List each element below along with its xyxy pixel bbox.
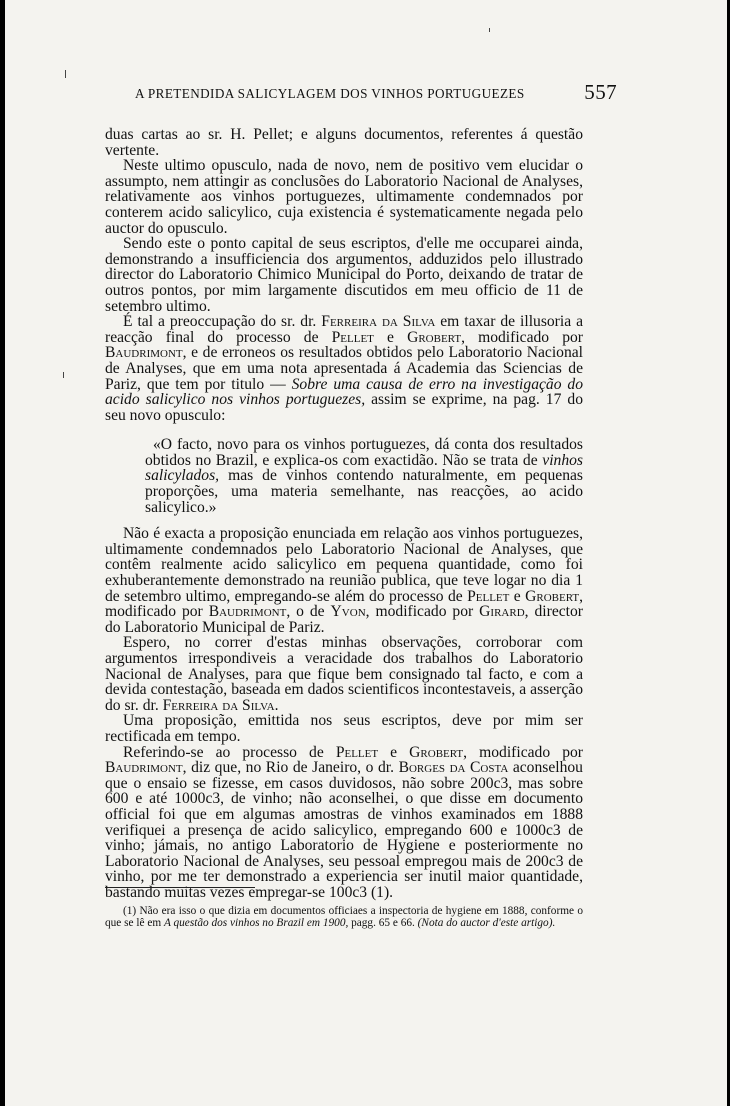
author-name: Baudrimont (208, 603, 287, 621)
author-name: Baudrimont (105, 344, 183, 362)
paragraph: Sendo este o ponto capital de seus escriptos, d'elle me occuparei ainda, demonstrando a insufficiencia dos argumentos, adduzidos pelo illustrado director do Laboratorio Chimico Municipal do Porto, deixando de tratar de outros pontos, por mim largamente discutidos em meu officio de 11 de setembro ultimo. (105, 235, 583, 315)
paragraph: duas cartas ao sr. H. Pellet; e alguns documentos, referentes á questão vertente. (105, 126, 583, 159)
footnote-rule (105, 887, 255, 888)
book-page (5, 0, 727, 1106)
author-name: Pellet (467, 587, 510, 605)
running-header (135, 80, 617, 104)
author-name: Borges da Costa (398, 759, 509, 777)
work-title: Sobre uma causa de erro na investigação do acido salicylico nos vinhos portuguezes, (105, 375, 584, 409)
block-quote: «O facto, novo para os vinhos portuguezes, dá conta dos resultados obtidos no Brazil, e explica-os com exactidão. Não se trata de vinhos salicylados, mas de vinhos contendo naturalmente, em pequenas proporções, uma materia semelhante, nas reacções, ao acido salicylico.» (145, 436, 583, 516)
paragraph: Não é exacta a proposição enunciada em relação aos vinhos portuguezes, ultimamente condemnados pelo Laboratorio Nacional de Analyses, que contêm realmente acido salicylico em pequena quantidade, como foi exhuberantemente demonstrado na reunião publica, que teve logar no dia 1 de setembro ultimo, empregando-se além do processo de Pellet e Grobert, modificado por Baudrimont, o de Yvon, modificado por Girard, director do Laboratorio Municipal de Pariz. (105, 525, 583, 636)
paragraph: Referindo-se ao processo de Pellet e Grobert, modificado por Baudrimont, diz que, no Rio de Janeiro, o dr. Borges da Costa aconselhou que o ensaio se fizesse, em casos duvidosos, não sobre 200c3, mas sobre 600 e até 1000c3, de vinho; não aconselhei, o que disse em documento official foi que em algumas amostras de vinhos examinados em 1888 verifiquei a presença de acido salicylico, empregando 600 e 1000c3 de vinho; jámais, no antigo Laboratorio de Hygiene e posteriormente no Laboratorio Nacional de Analyses, seu pessoal empregou mais de 200c3 de vinho, por me ter demonstrado a experiencia ser inutil maior quantidade, bastando muitas vezes empregar-se 100c3 (1). (105, 743, 583, 901)
page-number: 557 (584, 80, 617, 104)
margin-mark (65, 70, 66, 78)
author-name: Grobert (409, 743, 464, 761)
paragraph: É tal a preoccupação do sr. dr. Ferreira da Silva em taxar de illusoria a reacção final do processo de Pellet e Grobert, modificado por Baudrimont, e de erroneos os resultados obtidos pelo Laboratorio Nacional de Analyses, que em uma nota apresentada á Academia das Sciencias de Pariz, que tem por titulo — Sobre uma causa de erro na investigação do acido salicylico nos vinhos portuguezes, assim se exprime, na pag. 17 do seu novo opusculo: (105, 313, 584, 424)
author-name: Pellet (331, 328, 374, 346)
author-name: Ferreira da Silva (162, 696, 275, 714)
paragraph: Espero, no correr d'estas minhas observações, corroborar com argumentos irrespondiveis a veracidade dos trabalhos do Laboratorio Nacional de Analyses, para que fique bem consignado tal facto, e com a devida contestação, baseada em dados scientificos incontestaveis, a asserção do sr. dr. Ferreira da Silva. (105, 634, 583, 714)
paragraph: Neste ultimo opusculo, nada de novo, nem de positivo vem elucidar o assumpto, nem attingir as conclusões do Laboratorio Nacional de Analyses, relativamente aos vinhos portuguezes, ultimamente condemnados por conterem acido salicylico, cuja existencia é systematicamente negada pelo auctor do opusculo. (105, 157, 583, 237)
author-name: Grobert (525, 587, 580, 605)
margin-mark (63, 372, 64, 378)
running-title: A PRETENDIDA SALICYLAGEM DOS VINHOS PORTUGUEZES (135, 86, 525, 101)
margin-mark (489, 28, 490, 32)
author-name: Ferreira da Silva (321, 313, 436, 331)
author-name: Pellet (335, 743, 379, 761)
author-name: Grobert (407, 328, 462, 346)
paragraph: Uma proposição, emittida nos seus escriptos, deve por mim ser rectificada em tempo. (105, 712, 583, 745)
author-name: Yvon (330, 603, 366, 621)
author-name: Baudrimont (105, 759, 183, 777)
page-body (105, 127, 583, 901)
author-name: Girard (479, 603, 525, 621)
footnote: (1) Não era isso o que dizia em documentos officiaes a inspectoria de hygiene em 1888, conforme o que se lê em A questão dos vinhos no Brazil em 1900, pagg. 65 e 66. (Nota do auctor d'este artigo). (105, 905, 583, 930)
